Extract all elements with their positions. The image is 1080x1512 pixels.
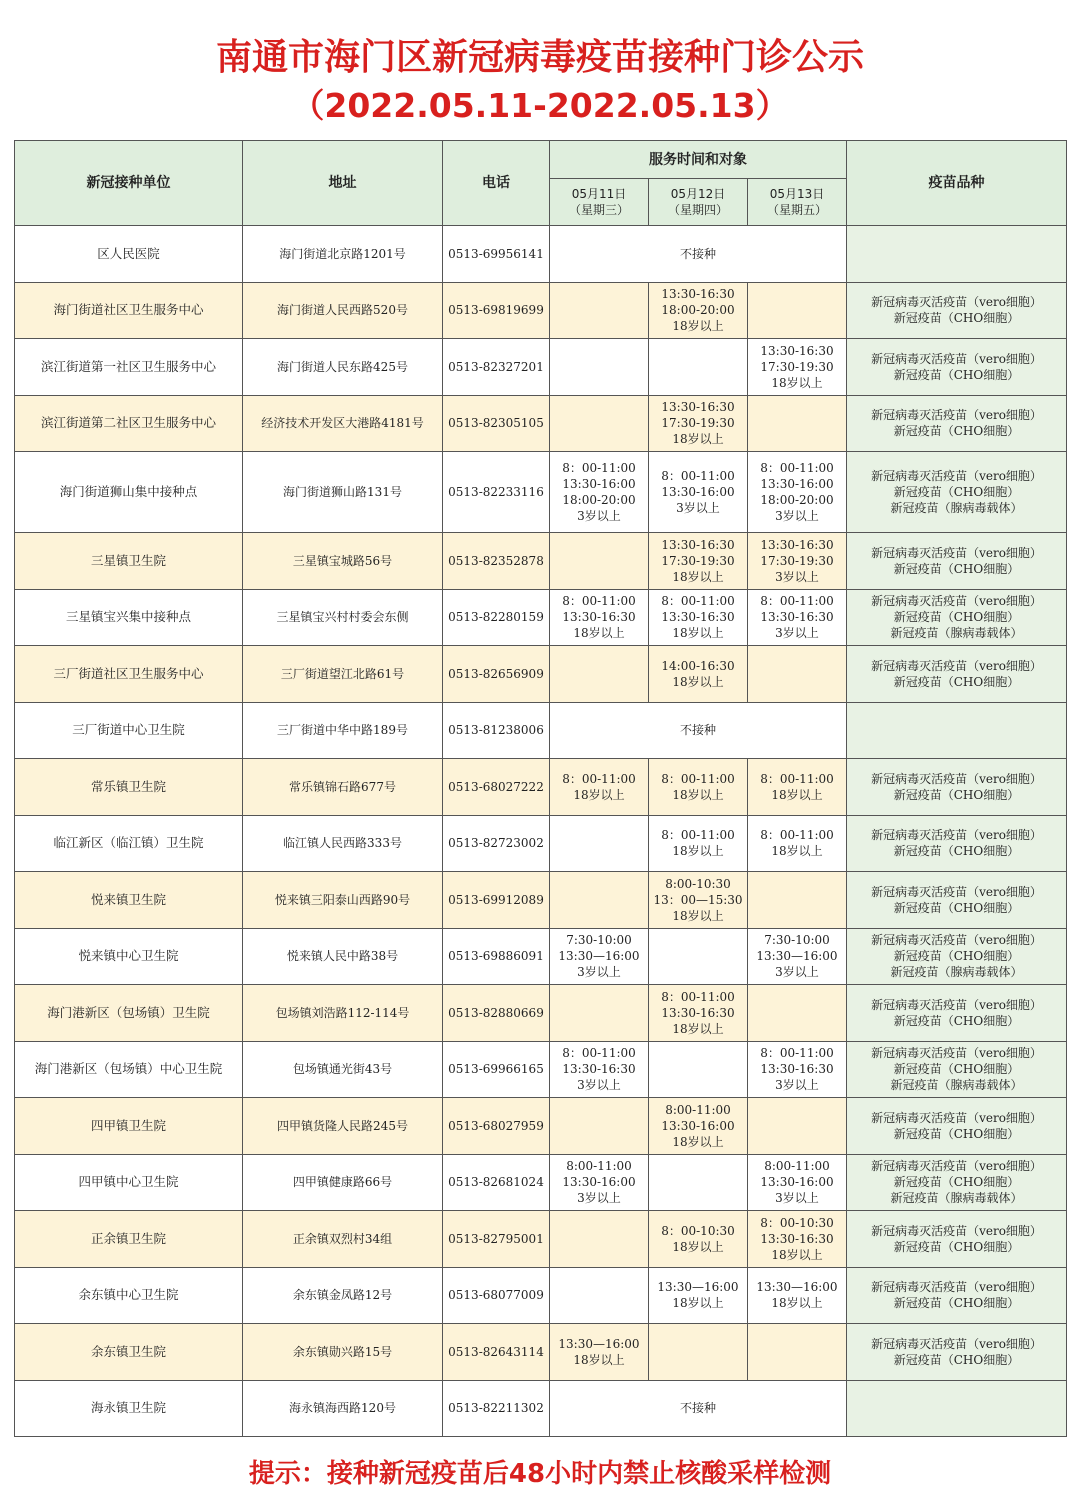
unit-address: 正余镇双烈村34组 [243, 1211, 443, 1268]
unit-phone: 0513-69956141 [443, 226, 550, 283]
service-day-1 [550, 395, 649, 452]
vaccine-types: 新冠病毒灭活疫苗（vero细胞） 新冠疫苗（CHO细胞） [847, 1098, 1067, 1155]
service-day-3 [748, 985, 847, 1042]
service-merged: 不接种 [550, 1380, 847, 1437]
service-day-1: 8：00-11:00 18岁以上 [550, 759, 649, 816]
service-merged: 不接种 [550, 702, 847, 759]
vaccine-types: 新冠病毒灭活疫苗（vero细胞） 新冠疫苗（CHO细胞） 新冠疫苗（腺病毒载体） [847, 928, 1067, 985]
table-row [15, 226, 1067, 283]
service-day-2 [649, 928, 748, 985]
service-day-3: 13:30-16:30 17:30-19:30 3岁以上 [748, 533, 847, 590]
vaccine-types: 新冠病毒灭活疫苗（vero细胞） 新冠疫苗（CHO细胞） [847, 815, 1067, 872]
header-day-1: 05月11日 （星期三） [550, 179, 649, 226]
unit-address: 悦来镇人民中路38号 [243, 928, 443, 985]
unit-address: 海门街道人民西路520号 [243, 282, 443, 339]
service-day-2: 8：00-10:30 18岁以上 [649, 1211, 748, 1268]
unit-phone: 0513-69886091 [443, 928, 550, 985]
unit-phone: 0513-82211302 [443, 1380, 550, 1437]
tip-text: 提示：接种新冠疫苗后48小时内禁止核酸采样检测 [248, 1459, 832, 1489]
unit-name: 四甲镇中心卫生院 [15, 1154, 243, 1211]
service-day-1: 7:30-10:00 13:30—16:00 3岁以上 [550, 928, 649, 985]
service-day-3 [748, 282, 847, 339]
table-row [15, 395, 1067, 452]
vaccine-types [847, 1380, 1067, 1437]
service-day-3: 7:30-10:00 13:30—16:00 3岁以上 [748, 928, 847, 985]
unit-name: 临江新区（临江镇）卫生院 [15, 815, 243, 872]
service-day-2: 8:00-10:30 13：00—15:30 18岁以上 [649, 872, 748, 929]
service-day-3: 8：00-11:00 18岁以上 [748, 759, 847, 816]
table-row [15, 1324, 1067, 1381]
unit-address: 三星镇宝城路56号 [243, 533, 443, 590]
service-day-3 [748, 395, 847, 452]
service-day-2 [649, 1154, 748, 1211]
unit-address: 余东镇金凤路12号 [243, 1267, 443, 1324]
service-day-2: 13:30-16:30 17:30-19:30 18岁以上 [649, 395, 748, 452]
unit-name: 四甲镇卫生院 [15, 1098, 243, 1155]
service-day-2: 8：00-11:00 13:30-16:30 18岁以上 [649, 985, 748, 1042]
unit-address: 三厂街道中华中路189号 [243, 702, 443, 759]
unit-address: 余东镇勋兴路15号 [243, 1324, 443, 1381]
vaccine-types: 新冠病毒灭活疫苗（vero细胞） 新冠疫苗（CHO细胞） [847, 872, 1067, 929]
service-merged: 不接种 [550, 226, 847, 283]
table-row [15, 872, 1067, 929]
service-day-2: 8：00-11:00 13:30-16:30 18岁以上 [649, 589, 748, 646]
unit-address: 临江镇人民西路333号 [243, 815, 443, 872]
service-day-3: 8：00-11:00 18岁以上 [748, 815, 847, 872]
service-day-3: 8：00-11:00 13:30-16:00 18:00-20:00 3岁以上 [748, 452, 847, 533]
service-day-2: 13:30-16:30 18:00-20:00 18岁以上 [649, 282, 748, 339]
vaccine-types: 新冠病毒灭活疫苗（vero细胞） 新冠疫苗（CHO细胞） 新冠疫苗（腺病毒载体） [847, 1041, 1067, 1098]
table-row [15, 339, 1067, 396]
service-day-1: 8：00-11:00 13:30-16:00 18:00-20:00 3岁以上 [550, 452, 649, 533]
header-unit: 新冠接种单位 [15, 141, 243, 226]
service-day-3 [748, 1098, 847, 1155]
service-day-1 [550, 985, 649, 1042]
unit-phone: 0513-68027959 [443, 1098, 550, 1155]
service-day-1 [550, 815, 649, 872]
service-day-2 [649, 1041, 748, 1098]
unit-name: 海门港新区（包场镇）中心卫生院 [15, 1041, 243, 1098]
unit-name: 三厂街道中心卫生院 [15, 702, 243, 759]
vaccine-types: 新冠病毒灭活疫苗（vero细胞） 新冠疫苗（CHO细胞） 新冠疫苗（腺病毒载体） [847, 589, 1067, 646]
service-day-3: 8:00-11:00 13:30-16:00 3岁以上 [748, 1154, 847, 1211]
vaccine-types: 新冠病毒灭活疫苗（vero细胞） 新冠疫苗（CHO细胞） [847, 339, 1067, 396]
unit-name: 悦来镇卫生院 [15, 872, 243, 929]
table-row [15, 1041, 1067, 1098]
service-day-2: 13:30—16:00 18岁以上 [649, 1267, 748, 1324]
vaccine-types: 新冠病毒灭活疫苗（vero细胞） 新冠疫苗（CHO细胞） [847, 1211, 1067, 1268]
vaccine-types: 新冠病毒灭活疫苗（vero细胞） 新冠疫苗（CHO细胞） [847, 282, 1067, 339]
unit-address: 悦来镇三阳泰山西路90号 [243, 872, 443, 929]
unit-name: 三星镇卫生院 [15, 533, 243, 590]
unit-name: 悦来镇中心卫生院 [15, 928, 243, 985]
unit-name: 滨江街道第二社区卫生服务中心 [15, 395, 243, 452]
table-row [15, 452, 1067, 533]
header-day-3: 05月13日 （星期五） [748, 179, 847, 226]
unit-address: 四甲镇货隆人民路245号 [243, 1098, 443, 1155]
vaccine-types: 新冠病毒灭活疫苗（vero细胞） 新冠疫苗（CHO细胞） [847, 646, 1067, 703]
service-day-1 [550, 646, 649, 703]
vaccine-types: 新冠病毒灭活疫苗（vero细胞） 新冠疫苗（CHO细胞） [847, 985, 1067, 1042]
vaccine-types: 新冠病毒灭活疫苗（vero细胞） 新冠疫苗（CHO细胞） [847, 533, 1067, 590]
service-day-3 [748, 646, 847, 703]
unit-name: 海门港新区（包场镇）卫生院 [15, 985, 243, 1042]
unit-name: 区人民医院 [15, 226, 243, 283]
unit-name: 正余镇卫生院 [15, 1211, 243, 1268]
unit-name: 海门街道社区卫生服务中心 [15, 282, 243, 339]
vaccine-types: 新冠病毒灭活疫苗（vero细胞） 新冠疫苗（CHO细胞） [847, 395, 1067, 452]
unit-phone: 0513-69912089 [443, 872, 550, 929]
unit-phone: 0513-82656909 [443, 646, 550, 703]
service-day-2 [649, 1324, 748, 1381]
service-day-2: 8：00-11:00 18岁以上 [649, 815, 748, 872]
vaccine-types: 新冠病毒灭活疫苗（vero细胞） 新冠疫苗（CHO细胞） [847, 1267, 1067, 1324]
service-day-1 [550, 339, 649, 396]
table-row [15, 1267, 1067, 1324]
table-body [15, 226, 1067, 1437]
unit-phone: 0513-68027222 [443, 759, 550, 816]
unit-phone: 0513-69819699 [443, 282, 550, 339]
table-row [15, 589, 1067, 646]
service-day-1 [550, 1211, 649, 1268]
table-row [15, 282, 1067, 339]
vaccine-types [847, 702, 1067, 759]
table-row [15, 985, 1067, 1042]
service-day-1: 8:00-11:00 13:30-16:00 3岁以上 [550, 1154, 649, 1211]
service-day-1 [550, 1267, 649, 1324]
vaccine-types: 新冠病毒灭活疫苗（vero细胞） 新冠疫苗（CHO细胞） 新冠疫苗（腺病毒载体） [847, 452, 1067, 533]
vaccine-types: 新冠病毒灭活疫苗（vero细胞） 新冠疫苗（CHO细胞） [847, 1324, 1067, 1381]
header-day-2: 05月12日 （星期四） [649, 179, 748, 226]
table-row [15, 928, 1067, 985]
unit-name: 常乐镇卫生院 [15, 759, 243, 816]
unit-name: 海门街道狮山集中接种点 [15, 452, 243, 533]
unit-address: 常乐镇锦石路677号 [243, 759, 443, 816]
unit-address: 三星镇宝兴村村委会东侧 [243, 589, 443, 646]
service-day-1 [550, 1098, 649, 1155]
page-subtitle: （2022.05.11-2022.05.13） [291, 86, 789, 125]
page-title: 南通市海门区新冠病毒疫苗接种门诊公示 [215, 37, 864, 78]
header-service: 服务时间和对象 [550, 141, 847, 179]
table-row [15, 1380, 1067, 1437]
unit-address: 四甲镇健康路66号 [243, 1154, 443, 1211]
service-day-3 [748, 872, 847, 929]
unit-address: 海永镇海西路120号 [243, 1380, 443, 1437]
service-day-2: 8：00-11:00 13:30-16:00 3岁以上 [649, 452, 748, 533]
vaccination-table [14, 140, 1067, 1437]
unit-phone: 0513-82880669 [443, 985, 550, 1042]
service-day-3 [748, 1324, 847, 1381]
service-day-1: 13:30—16:00 18岁以上 [550, 1324, 649, 1381]
unit-address: 海门街道人民东路425号 [243, 339, 443, 396]
service-day-2: 8：00-11:00 18岁以上 [649, 759, 748, 816]
unit-name: 余东镇卫生院 [15, 1324, 243, 1381]
service-day-3: 8：00-10:30 13:30-16:30 18岁以上 [748, 1211, 847, 1268]
unit-phone: 0513-82723002 [443, 815, 550, 872]
unit-address: 海门街道狮山路131号 [243, 452, 443, 533]
service-day-2: 14:00-16:30 18岁以上 [649, 646, 748, 703]
vaccine-types: 新冠病毒灭活疫苗（vero细胞） 新冠疫苗（CHO细胞） 新冠疫苗（腺病毒载体） [847, 1154, 1067, 1211]
header-vaccine: 疫苗品种 [847, 141, 1067, 226]
table-row [15, 1154, 1067, 1211]
service-day-2: 8:00-11:00 13:30-16:00 18岁以上 [649, 1098, 748, 1155]
unit-name: 三星镇宝兴集中接种点 [15, 589, 243, 646]
service-day-3: 13:30-16:30 17:30-19:30 18岁以上 [748, 339, 847, 396]
table-row [15, 646, 1067, 703]
table-row [15, 759, 1067, 816]
table-row [15, 702, 1067, 759]
vaccine-types: 新冠病毒灭活疫苗（vero细胞） 新冠疫苗（CHO细胞） [847, 759, 1067, 816]
unit-phone: 0513-82305105 [443, 395, 550, 452]
table-row [15, 815, 1067, 872]
service-day-3: 8：00-11:00 13:30-16:30 3岁以上 [748, 1041, 847, 1098]
unit-phone: 0513-82280159 [443, 589, 550, 646]
unit-phone: 0513-82681024 [443, 1154, 550, 1211]
service-day-3: 8：00-11:00 13:30-16:30 3岁以上 [748, 589, 847, 646]
unit-name: 三厂街道社区卫生服务中心 [15, 646, 243, 703]
service-day-1 [550, 533, 649, 590]
service-day-2: 13:30-16:30 17:30-19:30 18岁以上 [649, 533, 748, 590]
unit-address: 包场镇通光街43号 [243, 1041, 443, 1098]
unit-phone: 0513-68077009 [443, 1267, 550, 1324]
unit-phone: 0513-69966165 [443, 1041, 550, 1098]
service-day-1: 8：00-11:00 13:30-16:30 18岁以上 [550, 589, 649, 646]
table-row [15, 533, 1067, 590]
unit-phone: 0513-81238006 [443, 702, 550, 759]
vaccine-types [847, 226, 1067, 283]
unit-address: 包场镇刘浩路112-114号 [243, 985, 443, 1042]
service-day-2 [649, 339, 748, 396]
unit-address: 海门街道北京路1201号 [243, 226, 443, 283]
unit-phone: 0513-82327201 [443, 339, 550, 396]
service-day-1 [550, 872, 649, 929]
unit-address: 经济技术开发区大港路4181号 [243, 395, 443, 452]
unit-phone: 0513-82233116 [443, 452, 550, 533]
header-phone: 电话 [443, 141, 550, 226]
unit-address: 三厂街道望江北路61号 [243, 646, 443, 703]
table-row [15, 1211, 1067, 1268]
unit-phone: 0513-82352878 [443, 533, 550, 590]
unit-name: 滨江街道第一社区卫生服务中心 [15, 339, 243, 396]
unit-phone: 0513-82643114 [443, 1324, 550, 1381]
service-day-1: 8：00-11:00 13:30-16:30 3岁以上 [550, 1041, 649, 1098]
table-row [15, 1098, 1067, 1155]
unit-name: 余东镇中心卫生院 [15, 1267, 243, 1324]
service-day-1 [550, 282, 649, 339]
unit-name: 海永镇卫生院 [15, 1380, 243, 1437]
unit-phone: 0513-82795001 [443, 1211, 550, 1268]
header-address: 地址 [243, 141, 443, 226]
service-day-3: 13:30—16:00 18岁以上 [748, 1267, 847, 1324]
